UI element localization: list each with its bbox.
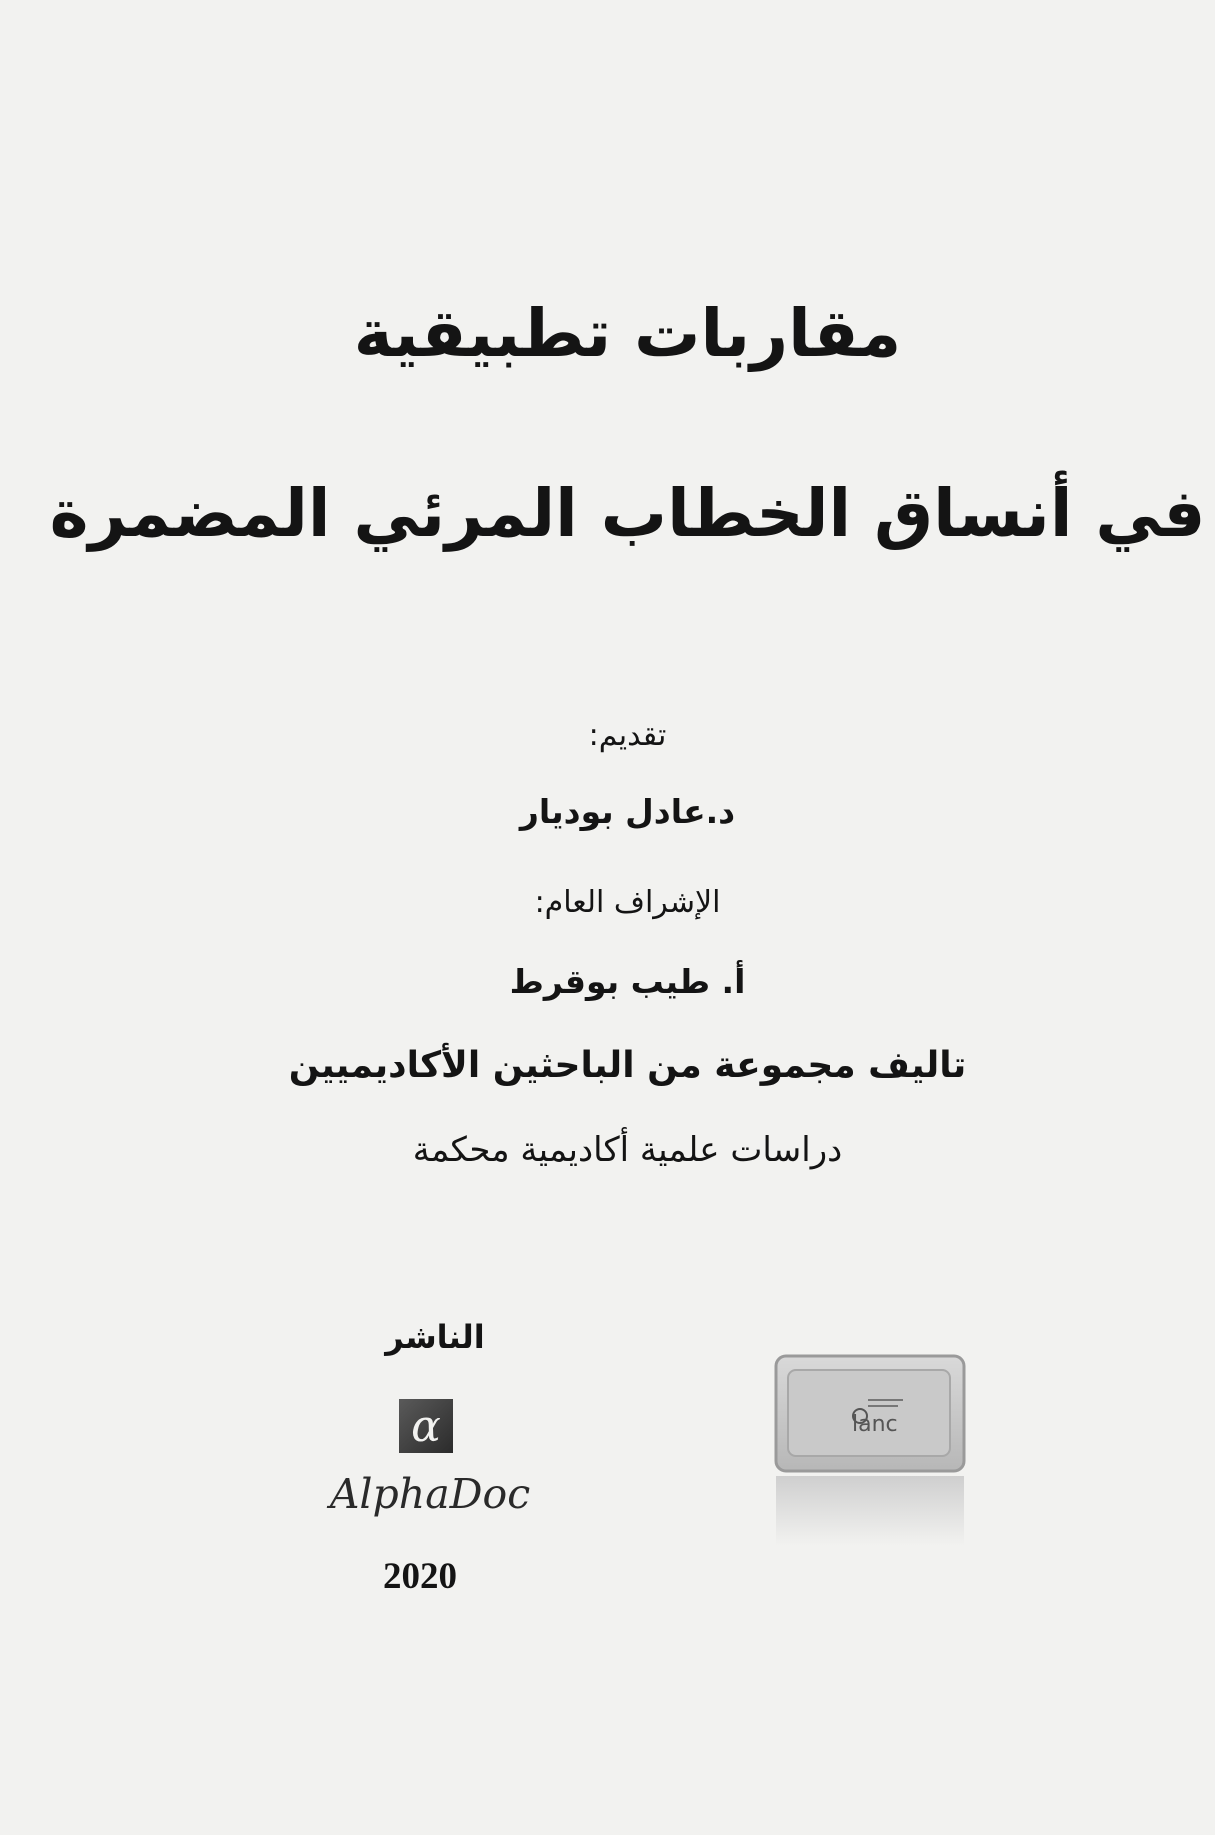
publication-year: 2020: [383, 1556, 457, 1597]
studies-note: دراسات علمية أكاديمية محكمة: [412, 1130, 843, 1170]
supervision-label: الإشراف العام:: [534, 885, 721, 920]
publisher-brand: AlphaDoc: [329, 1470, 531, 1518]
title-line-2: في أنساق الخطاب المرئي المضمرة: [49, 475, 1206, 552]
supervisor-name: أ. طيب بوقرط: [509, 962, 746, 1001]
library-stamp-icon: [768, 1348, 978, 1553]
alpha-letter-logo: [395, 1395, 457, 1457]
svg-text:α: α: [411, 1401, 441, 1452]
preface-author: د.عادل بوديار: [519, 792, 736, 831]
title-line-1: مقاربات تطبيقية: [353, 295, 902, 372]
preface-label: تقديم:: [588, 718, 667, 753]
authorship-line: تاليف مجموعة من الباحثين الأكاديميين: [288, 1045, 967, 1086]
stamp-text: lanc: [852, 1412, 898, 1437]
publisher-label: الناشر: [385, 1318, 485, 1356]
